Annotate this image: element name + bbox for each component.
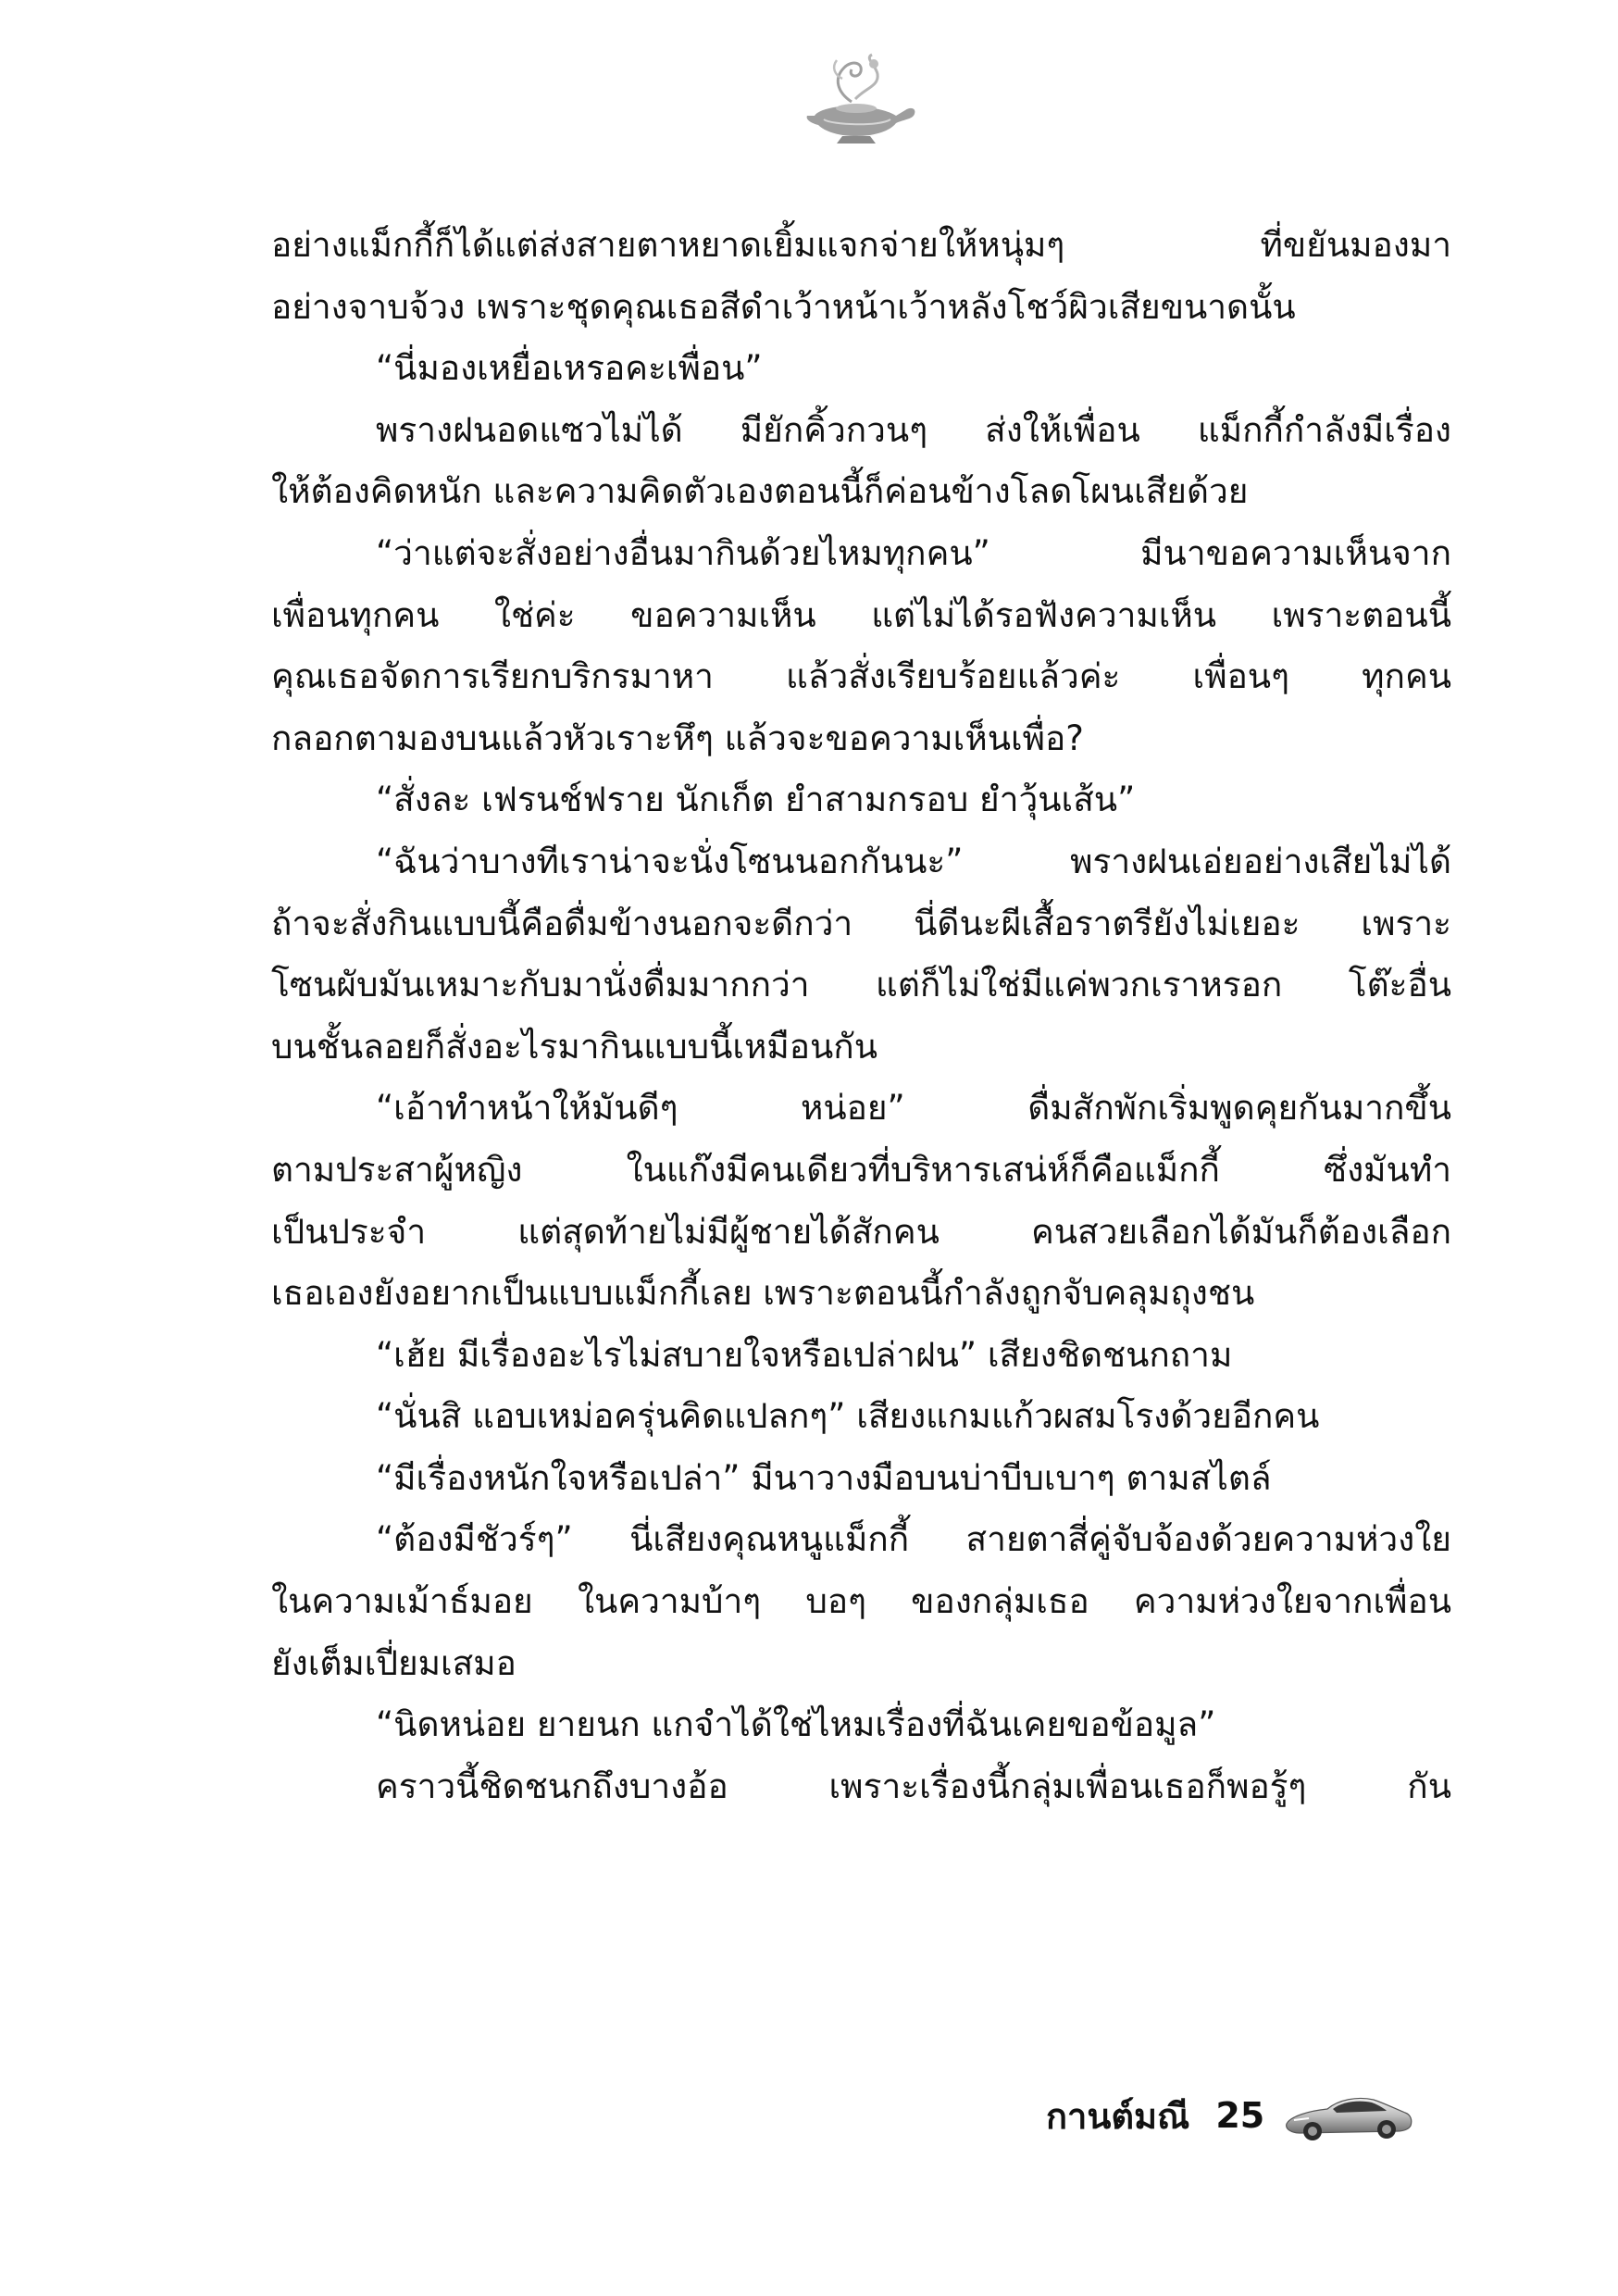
text-line: ในความเม้าธ์มอย ในความบ้าๆ บอๆ ของกลุ่มเธอ ความห่วงใยจากเพื่อน	[271, 1581, 1451, 1622]
text-line: ตามประสาผู้หญิง ในแก๊งมีคนเดียวที่บริหารเสน่ห์ก็คือแม็กกี้ ซึ่งมันทำ	[271, 1149, 1451, 1190]
body-text	[271, 215, 1451, 1817]
text-line: “เอ้าทำหน้าให้มันดีๆ หน่อย” ดื่มสักพักเริ่มพูดคุยกันมากขึ้น	[376, 1088, 1451, 1129]
text-line: ถ้าจะสั่งกินแบบนี้คือดื่มข้างนอกจะดีกว่า นี่ดีนะผีเสื้อราตรียังไม่เยอะ เพราะ	[271, 903, 1451, 943]
text-line: กลอกตามองบนแล้วหัวเราะหึๆ แล้วจะขอความเห็นเพื่อ?	[271, 718, 1084, 758]
text-line: โซนผับมันเหมาะกับมานั่งดื่มมากกว่า แต่ก็ไม่ใช่มีแค่พวกเราหรอก โต๊ะอื่น	[271, 965, 1451, 1005]
page-number: 25	[1215, 2095, 1265, 2136]
text-line: ให้ต้องคิดหนัก และความคิดตัวเองตอนนี้ก็ค่อนข้างโลดโผนเสียด้วย	[271, 471, 1249, 512]
text-line: “เฮ้ย มีเรื่องอะไรไม่สบายใจหรือเปล่าฝน” เสียงชิดชนกถาม	[376, 1334, 1233, 1375]
genie-lamp-icon	[787, 51, 926, 153]
sports-car-icon	[1281, 2083, 1415, 2148]
text-line: “ต้องมีชัวร์ๆ” นี่เสียงคุณหนูแม็กกี้ สายตาสี่คู่จับจ้องด้วยความห่วงใย	[376, 1519, 1451, 1560]
text-line: อย่างแม็กกี้ก็ได้แต่ส่งสายตาหยาดเยิ้มแจกจ่ายให้หนุ่มๆ ที่ขยันมองมา	[271, 225, 1451, 265]
text-line: พรางฝนอดแซวไม่ได้ มียักคิ้วกวนๆ ส่งให้เพื่อน แม็กกี้กำลังมีเรื่อง	[376, 409, 1451, 450]
text-line: เธอเองยังอยากเป็นแบบแม็กกี้เลย เพราะตอนนี้กำลังถูกจับคลุมถุงชน	[271, 1273, 1255, 1314]
text-line: “ฉันว่าบางทีเราน่าจะนั่งโซนนอกกันนะ” พรางฝนเอ่ยอย่างเสียไม่ได้	[376, 841, 1451, 881]
text-line: “นี่มองเหยื่อเหรอคะเพื่อน”	[376, 348, 763, 389]
text-line: “สั่งละ เฟรนช์ฟราย นักเก็ต ยำสามกรอบ ยำวุ้นเส้น”	[376, 780, 1136, 820]
text-line: “ว่าแต่จะสั่งอย่างอื่นมากินด้วยไหมทุกคน” มีนาขอความเห็นจาก	[376, 532, 1451, 573]
text-line: เป็นประจำ แต่สุดท้ายไม่มีผู้ชายได้สักคน คนสวยเลือกได้มันก็ต้องเลือก	[271, 1211, 1451, 1252]
book-title: กานต์มณี	[1046, 2095, 1190, 2137]
text-line: “นิดหน่อย ยายนก แกจำได้ใช่ไหมเรื่องที่ฉันเคยขอข้อมูล”	[376, 1704, 1216, 1745]
text-line: “มีเรื่องหนักใจหรือเปล่า” มีนาวางมือบนบ่าบีบเบาๆ ตามสไตล์	[376, 1457, 1272, 1498]
text-line: อย่างจาบจ้วง เพราะชุดคุณเธอสีดำเว้าหน้าเว้าหลังโชว์ผิวเสียขนาดนั้น	[271, 286, 1296, 327]
text-line: บนชั้นลอยก็สั่งอะไรมากินแบบนี้เหมือนกัน	[271, 1026, 877, 1067]
text-line: เพื่อนทุกคน ใช่ค่ะ ขอความเห็น แต่ไม่ได้รอฟังความเห็น เพราะตอนนี้	[271, 594, 1451, 635]
text-line: ยังเต็มเปี่ยมเสมอ	[271, 1642, 517, 1683]
text-line: คราวนี้ชิดชนกถึงบางอ้อ เพราะเรื่องนี้กลุ่มเพื่อนเธอก็พอรู้ๆ กัน	[376, 1766, 1451, 1806]
page-footer	[1046, 2083, 1472, 2148]
text-line: “นั่นสิ แอบเหม่อครุ่นคิดแปลกๆ” เสียงแกมแก้วผสมโรงด้วยอีกคน	[376, 1396, 1320, 1437]
text-line: คุณเธอจัดการเรียกบริกรมาหา แล้วสั่งเรียบร้อยแล้วค่ะ เพื่อนๆ ทุกคน	[271, 656, 1451, 697]
